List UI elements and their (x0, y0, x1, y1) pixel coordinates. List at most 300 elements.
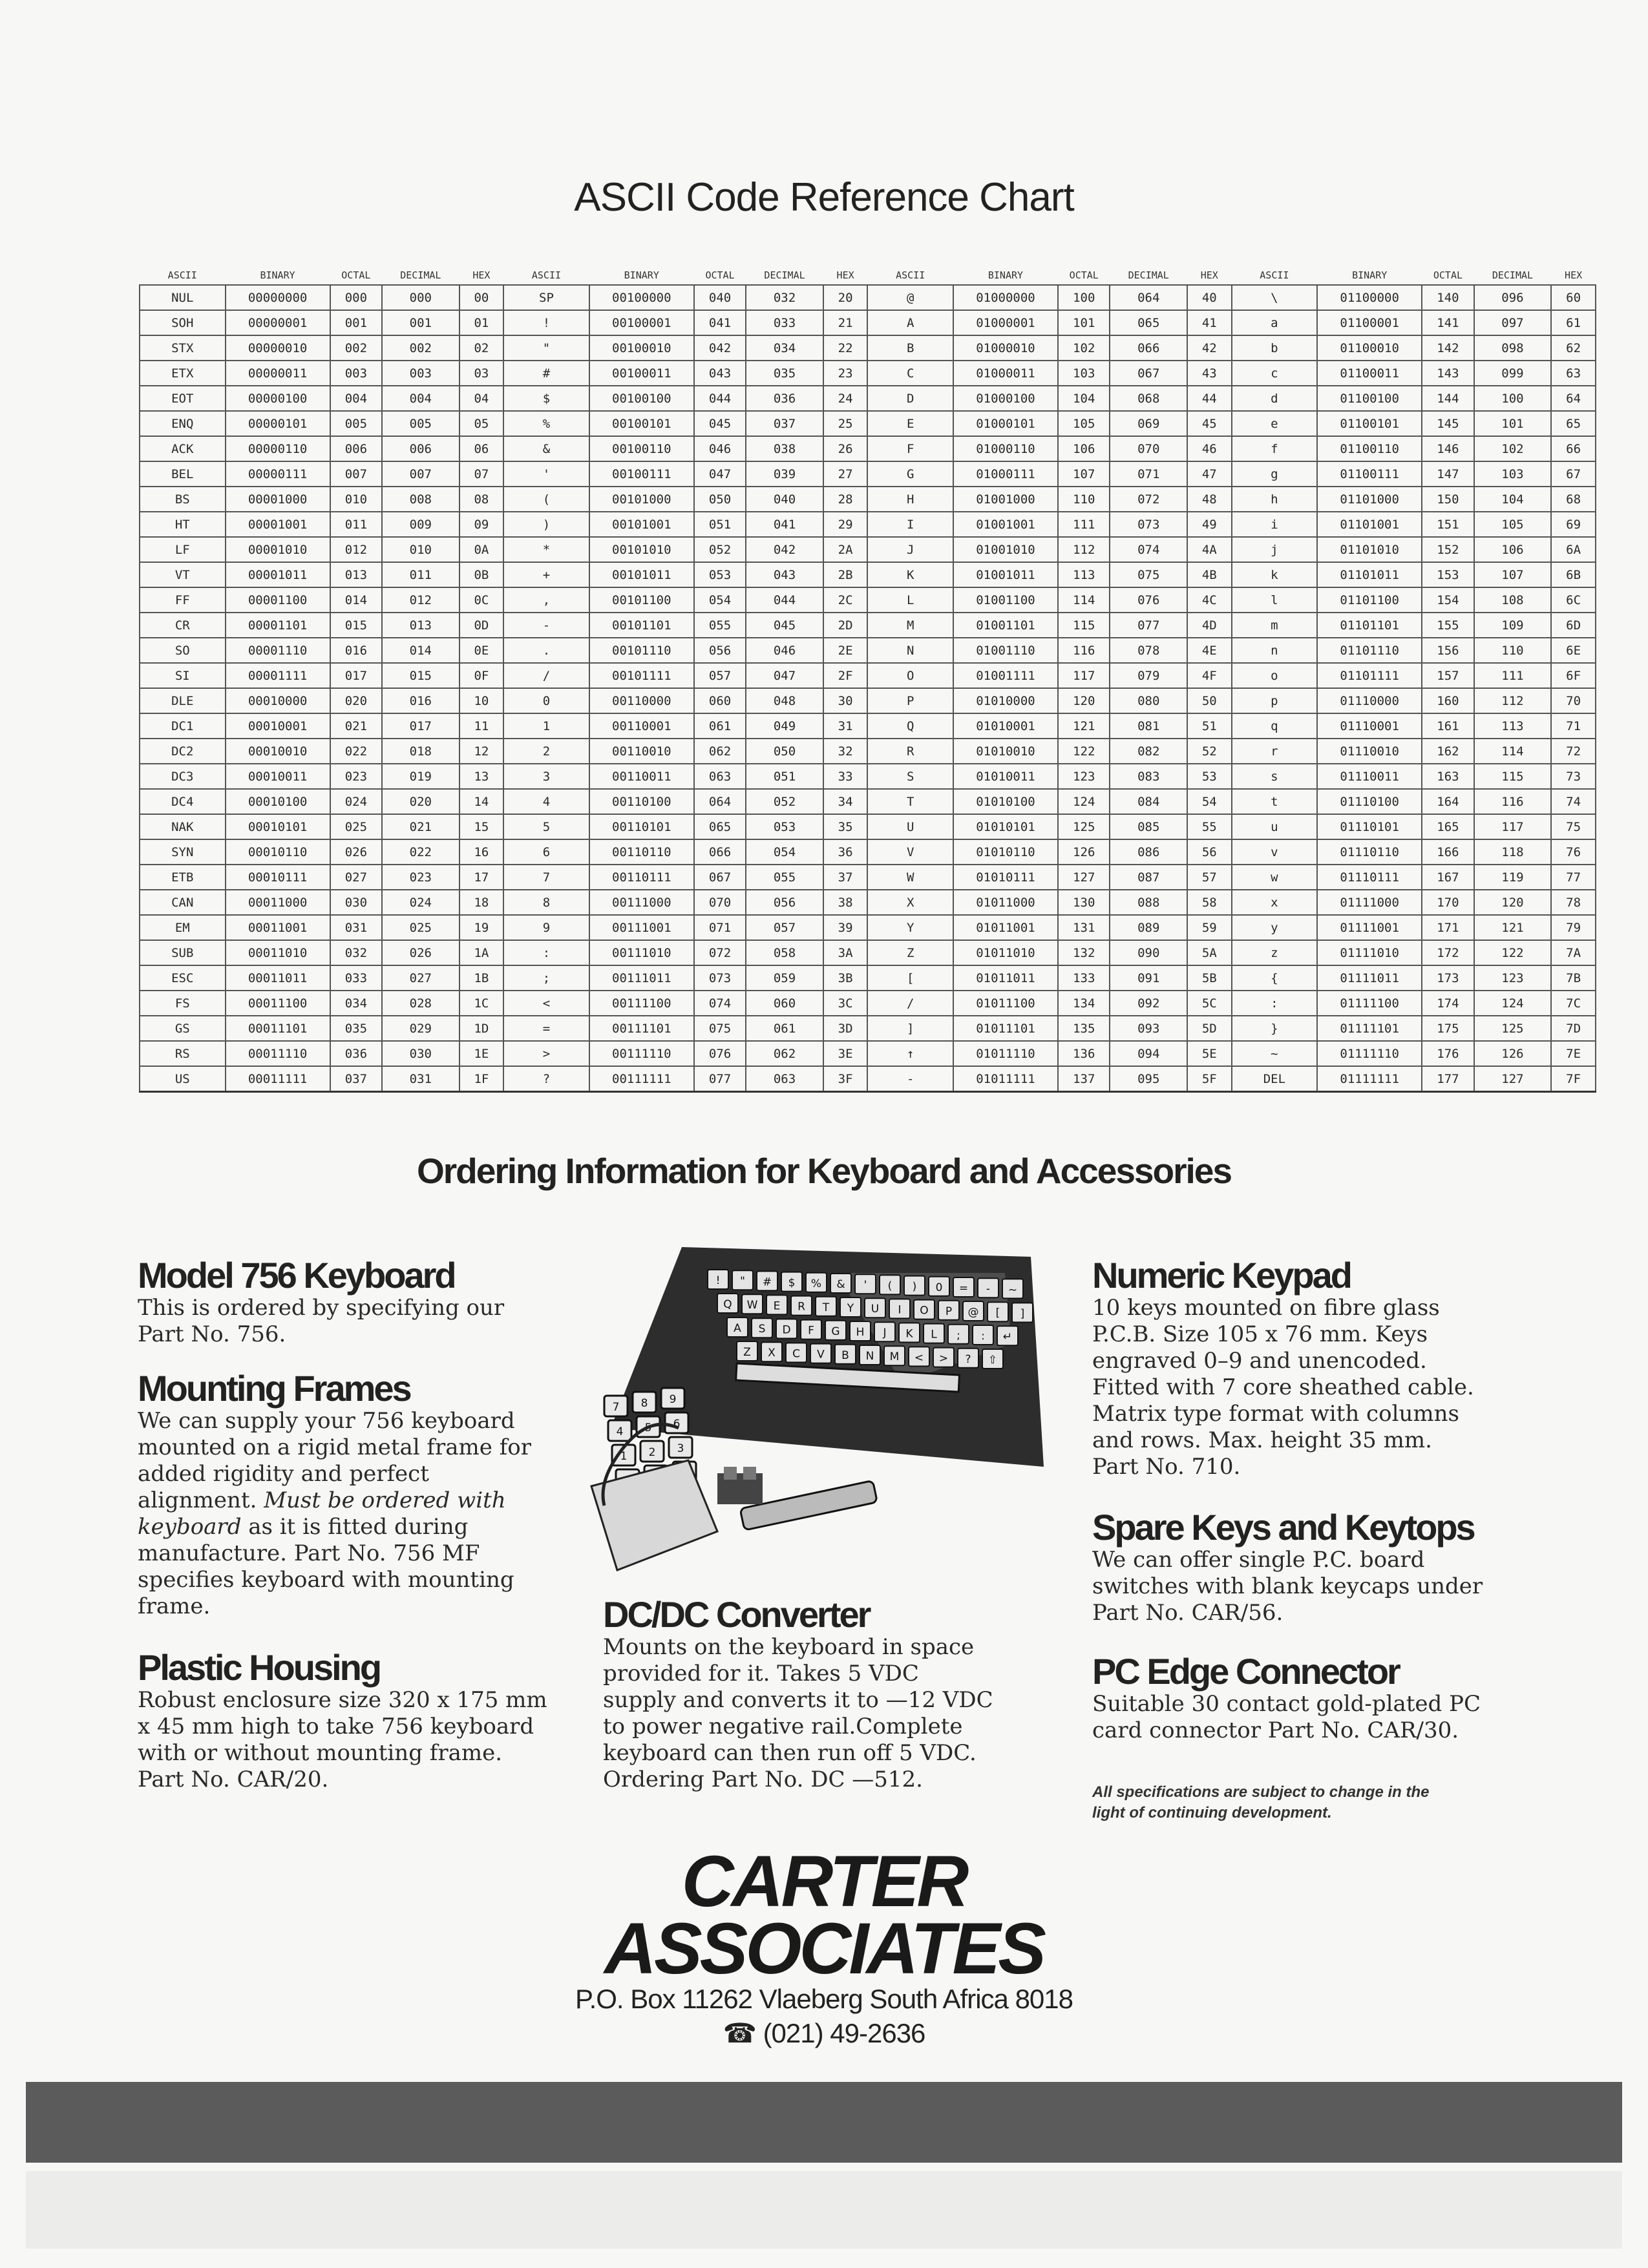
table-cell: 028 (382, 991, 460, 1016)
table-cell: 110 (1474, 638, 1552, 663)
table-cell: 01110001 (1317, 713, 1422, 739)
table-cell: 01100001 (1317, 310, 1422, 335)
table-cell: 032 (330, 940, 382, 965)
table-cell: 00110000 (589, 688, 694, 713)
table-cell: 095 (1110, 1066, 1187, 1092)
keycap-label: Y (847, 1302, 854, 1315)
table-cell: R (867, 739, 953, 764)
table-cell: 2F (823, 663, 868, 688)
table-cell: 012 (382, 587, 460, 613)
table-cell: 73 (1551, 764, 1596, 789)
keycap-label: B (841, 1349, 849, 1362)
table-cell: 071 (694, 915, 746, 940)
keycap (899, 1323, 920, 1342)
table-cell: 014 (382, 638, 460, 663)
table-cell: 01110000 (1317, 688, 1422, 713)
table-cell: 018 (382, 739, 460, 764)
table-cell: 01 (460, 310, 504, 335)
table-cell: d (1232, 386, 1318, 411)
table-header-row (140, 266, 1596, 285)
table-cell: 00010010 (226, 739, 330, 764)
table-cell: Z (867, 940, 953, 965)
table-cell: 68 (1551, 487, 1596, 512)
table-cell: 026 (330, 839, 382, 865)
table-cell: G (867, 461, 953, 487)
ascii-table (139, 266, 1596, 1093)
column-header: DECIMAL (1128, 269, 1169, 281)
table-cell: 01011111 (953, 1066, 1058, 1092)
table-cell: 073 (694, 965, 746, 991)
table-cell: 00011110 (226, 1041, 330, 1066)
table-cell: 01100011 (1317, 361, 1422, 386)
mounting-text-part1: We can supply your 756 keyboard mounted on a rigid metal frame for added rigidity and perfect alignment. (138, 1407, 532, 1513)
table-cell: 011 (330, 512, 382, 537)
table-cell: 056 (694, 638, 746, 663)
table-cell: 093 (1110, 1016, 1187, 1041)
table-cell: 01110111 (1317, 865, 1422, 890)
table-cell: 37 (823, 865, 868, 890)
table-cell: 016 (330, 638, 382, 663)
table-cell: 53 (1187, 764, 1232, 789)
table-cell: 0C (460, 587, 504, 613)
table-cell: 050 (746, 739, 823, 764)
table-cell: 006 (382, 436, 460, 461)
table-cell: 22 (823, 335, 868, 361)
table-cell: 031 (382, 1066, 460, 1092)
table-cell: 085 (1110, 814, 1187, 839)
plastic-housing-text: Robust enclosure size 320 x 175 mm x 45 mm high to take 756 keyboard with or without mounting frame. Part No. CAR/20. (138, 1686, 547, 1792)
table-cell: 00010001 (226, 713, 330, 739)
table-cell: 0F (460, 663, 504, 688)
keycap-label: S (758, 1323, 766, 1336)
table-cell: 086 (1110, 839, 1187, 865)
table-cell: 120 (1058, 688, 1110, 713)
table-cell: 074 (694, 991, 746, 1016)
table-cell: 31 (823, 713, 868, 739)
table-cell: 037 (746, 411, 823, 436)
table-cell: 00100111 (589, 461, 694, 487)
table-row (140, 890, 1596, 915)
mounting-text-part2: as it is fitted during manufacture. Part No. 756 MF specifies keyboard with mounting frame. (138, 1513, 514, 1619)
table-cell: 100 (1474, 386, 1552, 411)
table-cell: 00101100 (589, 587, 694, 613)
table-cell: 05 (460, 411, 504, 436)
keycap (855, 1274, 876, 1294)
table-cell: 00110001 (589, 713, 694, 739)
dc-converter-text: Mounts on the keyboard in space provided for it. Takes 5 VDC supply and converts it to —12 VDC to power negative rail.Complete keyboard can then run off 5 VDC. Ordering Part No. DC —512. (603, 1633, 993, 1792)
table-cell: 5B (1187, 965, 1232, 991)
table-cell: 029 (382, 1016, 460, 1041)
table-cell: 023 (382, 865, 460, 890)
table-cell: 63 (1551, 361, 1596, 386)
table-cell: 00111100 (589, 991, 694, 1016)
table-cell: 20 (823, 285, 868, 310)
table-cell: b (1232, 335, 1318, 361)
table-cell: 78 (1551, 890, 1596, 915)
keycap (752, 1318, 772, 1338)
table-cell: f (1232, 436, 1318, 461)
table-row (140, 739, 1596, 764)
table-cell: 083 (1110, 764, 1187, 789)
table-cell: 152 (1422, 537, 1474, 562)
keycap (761, 1342, 782, 1361)
table-cell: . (503, 638, 589, 663)
keycap (929, 1277, 949, 1296)
keycap (801, 1320, 821, 1339)
table-cell: 046 (746, 638, 823, 663)
section-spare-keys (1092, 1509, 1570, 1626)
table-cell: 21 (823, 310, 868, 335)
table-cell: 036 (746, 386, 823, 411)
table-row (140, 537, 1596, 562)
telephone-icon: ☎ (723, 2018, 756, 2048)
table-cell: 48 (1187, 487, 1232, 512)
table-cell: 7 (503, 865, 589, 890)
table-cell: 4B (1187, 562, 1232, 587)
table-cell: 6C (1551, 587, 1596, 613)
keycap-label: O (920, 1304, 929, 1318)
table-cell: 115 (1474, 764, 1552, 789)
table-cell: 6F (1551, 663, 1596, 688)
table-cell: 00001000 (226, 487, 330, 512)
table-cell: 035 (330, 1016, 382, 1041)
table-cell: 01010111 (953, 865, 1058, 890)
keycap-label: H (856, 1326, 865, 1339)
keycap (732, 1270, 753, 1290)
table-cell: 7F (1551, 1066, 1596, 1092)
table-cell: 00000111 (226, 461, 330, 487)
table-cell: h (1232, 487, 1318, 512)
table-row (140, 814, 1596, 839)
table-cell: 076 (694, 1041, 746, 1066)
table-cell: 00000001 (226, 310, 330, 335)
keypad-key-label: 5 (644, 1422, 652, 1434)
table-cell: 17 (460, 865, 504, 890)
table-cell: 102 (1058, 335, 1110, 361)
table-cell: 01101100 (1317, 587, 1422, 613)
table-cell: 127 (1058, 865, 1110, 890)
table-cell: 01011101 (953, 1016, 1058, 1041)
section-dc-converter (603, 1596, 1075, 1793)
table-cell: 041 (746, 512, 823, 537)
table-cell: 8 (503, 890, 589, 915)
table-cell: 062 (694, 739, 746, 764)
table-cell: DC3 (140, 764, 226, 789)
keycap (880, 1275, 900, 1294)
table-cell: ETB (140, 865, 226, 890)
table-cell: 070 (694, 890, 746, 915)
table-row (140, 587, 1596, 613)
table-row (140, 436, 1596, 461)
table-cell: : (1232, 991, 1318, 1016)
table-row (140, 386, 1596, 411)
table-cell: 060 (746, 991, 823, 1016)
table-cell: 119 (1474, 865, 1552, 890)
table-cell: 34 (823, 789, 868, 814)
table-cell: 053 (694, 562, 746, 587)
keypad-key-label: 9 (669, 1393, 677, 1406)
table-cell: 02 (460, 335, 504, 361)
table-cell: 4E (1187, 638, 1232, 663)
table-cell: 055 (746, 865, 823, 890)
keycap-label: U (871, 1303, 880, 1316)
keycap (865, 1298, 885, 1318)
table-cell: SYN (140, 839, 226, 865)
table-cell: 00011010 (226, 940, 330, 965)
table-cell: * (503, 537, 589, 562)
table-cell: 046 (694, 436, 746, 461)
table-row (140, 411, 1596, 436)
table-cell: 061 (694, 713, 746, 739)
table-cell: X (867, 890, 953, 915)
table-cell: 107 (1474, 562, 1552, 587)
table-row (140, 285, 1596, 310)
table-cell: 58 (1187, 890, 1232, 915)
table-cell: 124 (1058, 789, 1110, 814)
table-cell: 00011101 (226, 1016, 330, 1041)
table-cell: 01001111 (953, 663, 1058, 688)
table-cell: 176 (1422, 1041, 1474, 1066)
table-cell: 01101001 (1317, 512, 1422, 537)
keycap-label: [ (995, 1307, 1000, 1320)
table-cell: 00110011 (589, 764, 694, 789)
keycap-label: > (938, 1352, 949, 1365)
table-cell: 111 (1474, 663, 1552, 688)
table-cell: 01110011 (1317, 764, 1422, 789)
table-cell: 49 (1187, 512, 1232, 537)
table-cell: 114 (1474, 739, 1552, 764)
table-cell: 134 (1058, 991, 1110, 1016)
table-cell: 114 (1058, 587, 1110, 613)
table-cell: 076 (1110, 587, 1187, 613)
table-cell: 00010110 (226, 839, 330, 865)
table-cell: 015 (330, 613, 382, 638)
keycap (948, 1325, 969, 1344)
table-cell: 01001101 (953, 613, 1058, 638)
keycap (737, 1341, 757, 1361)
table-cell: 019 (382, 764, 460, 789)
table-cell: 054 (746, 839, 823, 865)
table-cell: 01100000 (1317, 285, 1422, 310)
table-cell: 136 (1058, 1041, 1110, 1066)
table-cell: F (867, 436, 953, 461)
table-cell: 00011001 (226, 915, 330, 940)
column-header: BINARY (988, 269, 1024, 281)
table-cell: 72 (1551, 739, 1596, 764)
table-cell: 01001001 (953, 512, 1058, 537)
table-cell: I (867, 512, 953, 537)
table-cell: 107 (1058, 461, 1110, 487)
table-row (140, 663, 1596, 688)
table-cell: [ (867, 965, 953, 991)
keypad-key (661, 1388, 684, 1409)
table-cell: 104 (1474, 487, 1552, 512)
table-cell: 077 (694, 1066, 746, 1092)
table-cell: J (867, 537, 953, 562)
dc-converter-heading: DC/DC Converter (603, 1594, 870, 1635)
table-cell: 18 (460, 890, 504, 915)
table-cell: ) (503, 512, 589, 537)
table-cell: 2C (823, 587, 868, 613)
table-cell: ENQ (140, 411, 226, 436)
table-cell: 70 (1551, 688, 1596, 713)
keycap (953, 1277, 974, 1297)
table-cell: P (867, 688, 953, 713)
table-cell: 021 (382, 814, 460, 839)
table-cell: 126 (1474, 1041, 1552, 1066)
column-header: DECIMAL (764, 269, 805, 281)
table-cell: 017 (382, 713, 460, 739)
table-cell: v (1232, 839, 1318, 865)
keycap (1002, 1279, 1023, 1298)
table-cell: 33 (823, 764, 868, 789)
table-cell: 063 (694, 764, 746, 789)
table-cell: 01111000 (1317, 890, 1422, 915)
keycap-label: V (817, 1348, 825, 1361)
table-cell: 00101110 (589, 638, 694, 663)
table-cell: 01000010 (953, 335, 1058, 361)
table-cell: 1 (503, 713, 589, 739)
table-cell: 65 (1551, 411, 1596, 436)
table-cell: 066 (694, 839, 746, 865)
keycap-label: D (782, 1323, 791, 1337)
table-cell: 117 (1474, 814, 1552, 839)
table-cell: 59 (1187, 915, 1232, 940)
keycap-label: C (792, 1347, 800, 1361)
table-cell: 090 (1110, 940, 1187, 965)
keycap-label: N (865, 1350, 874, 1363)
keycap-label: ) (912, 1280, 917, 1294)
keycap-label: K (905, 1327, 913, 1341)
table-cell: 075 (1110, 562, 1187, 587)
table-cell: 112 (1474, 688, 1552, 713)
keycap-label: < (914, 1351, 924, 1365)
table-cell: 01100010 (1317, 335, 1422, 361)
numeric-keypad-heading: Numeric Keypad (1092, 1255, 1351, 1296)
table-cell: 01000111 (953, 461, 1058, 487)
table-cell: 037 (330, 1066, 382, 1092)
keycap-label: R (798, 1300, 805, 1314)
table-cell: 016 (382, 688, 460, 713)
section-plastic-housing (138, 1649, 603, 1793)
table-body (140, 285, 1596, 1092)
table-cell: ~ (1232, 1041, 1318, 1066)
keycap-label: A (734, 1322, 741, 1335)
table-cell: 099 (1474, 361, 1552, 386)
mounting-frames-text (138, 1408, 603, 1620)
table-cell: 075 (694, 1016, 746, 1041)
table-cell: 00011000 (226, 890, 330, 915)
table-cell: @ (867, 285, 953, 310)
table-cell: B (867, 335, 953, 361)
table-cell: 045 (694, 411, 746, 436)
table-cell: 00001100 (226, 587, 330, 613)
keycap (997, 1326, 1018, 1345)
table-cell: 153 (1422, 562, 1474, 587)
table-cell: 122 (1058, 739, 1110, 764)
table-cell: 00011100 (226, 991, 330, 1016)
table-cell: 072 (1110, 487, 1187, 512)
table-cell: 00010111 (226, 865, 330, 890)
section-model-keyboard (138, 1257, 603, 1348)
keycap-label: 0 (935, 1281, 943, 1294)
table-cell: 36 (823, 839, 868, 865)
table-cell: 00001101 (226, 613, 330, 638)
table-cell: DEL (1232, 1066, 1318, 1092)
table-cell: 067 (694, 865, 746, 890)
table-cell: 5F (1187, 1066, 1232, 1092)
table-cell: 2B (823, 562, 868, 587)
table-cell: 070 (1110, 436, 1187, 461)
table-row (140, 335, 1596, 361)
table-cell: 103 (1058, 361, 1110, 386)
table-cell: 163 (1422, 764, 1474, 789)
keycap-label: ] (1020, 1307, 1025, 1321)
table-cell: 031 (330, 915, 382, 940)
table-cell: 096 (1474, 285, 1552, 310)
table-cell: 5A (1187, 940, 1232, 965)
table-cell: ' (503, 461, 589, 487)
table-cell: 122 (1474, 940, 1552, 965)
table-row (140, 1041, 1596, 1066)
table-cell: 01100110 (1317, 436, 1422, 461)
table-cell: 033 (746, 310, 823, 335)
table-cell: 084 (1110, 789, 1187, 814)
table-cell: 066 (1110, 335, 1187, 361)
table-cell: 052 (694, 537, 746, 562)
keycap (825, 1321, 846, 1340)
table-cell: 160 (1422, 688, 1474, 713)
table-cell: 074 (1110, 537, 1187, 562)
table-cell: 01111001 (1317, 915, 1422, 940)
company-logo (0, 1841, 1648, 1989)
keycap (973, 1325, 993, 1345)
keycap (835, 1345, 856, 1364)
table-cell: 151 (1422, 512, 1474, 537)
table-cell: 118 (1474, 839, 1552, 865)
table-cell: 01110010 (1317, 739, 1422, 764)
table-cell: 071 (1110, 461, 1187, 487)
table-cell: 11 (460, 713, 504, 739)
table-cell: 057 (746, 915, 823, 940)
table-cell: 9 (503, 915, 589, 940)
table-cell: < (503, 991, 589, 1016)
keycap (889, 1299, 910, 1318)
company-phone (0, 2017, 1648, 2049)
table-cell: 140 (1422, 285, 1474, 310)
column-header: ASCII (531, 269, 562, 281)
table-cell: 092 (1110, 991, 1187, 1016)
table-cell: ESC (140, 965, 226, 991)
column-header: ASCII (1260, 269, 1289, 281)
table-cell: 007 (382, 461, 460, 487)
table-cell: 056 (746, 890, 823, 915)
table-cell: 00111001 (589, 915, 694, 940)
keycap (850, 1321, 871, 1341)
table-cell: 00101101 (589, 613, 694, 638)
table-cell: o (1232, 663, 1318, 688)
table-cell: 021 (330, 713, 382, 739)
keycap-label: ! (715, 1274, 721, 1287)
keypad-key-label: 7 (612, 1401, 620, 1414)
keypad-key (665, 1412, 688, 1433)
table-cell: 094 (1110, 1041, 1187, 1066)
table-cell: 27 (823, 461, 868, 487)
table-row (140, 1016, 1596, 1041)
table-cell: 109 (1474, 613, 1552, 638)
keycap (933, 1348, 954, 1367)
keycap-label: F (808, 1324, 814, 1338)
